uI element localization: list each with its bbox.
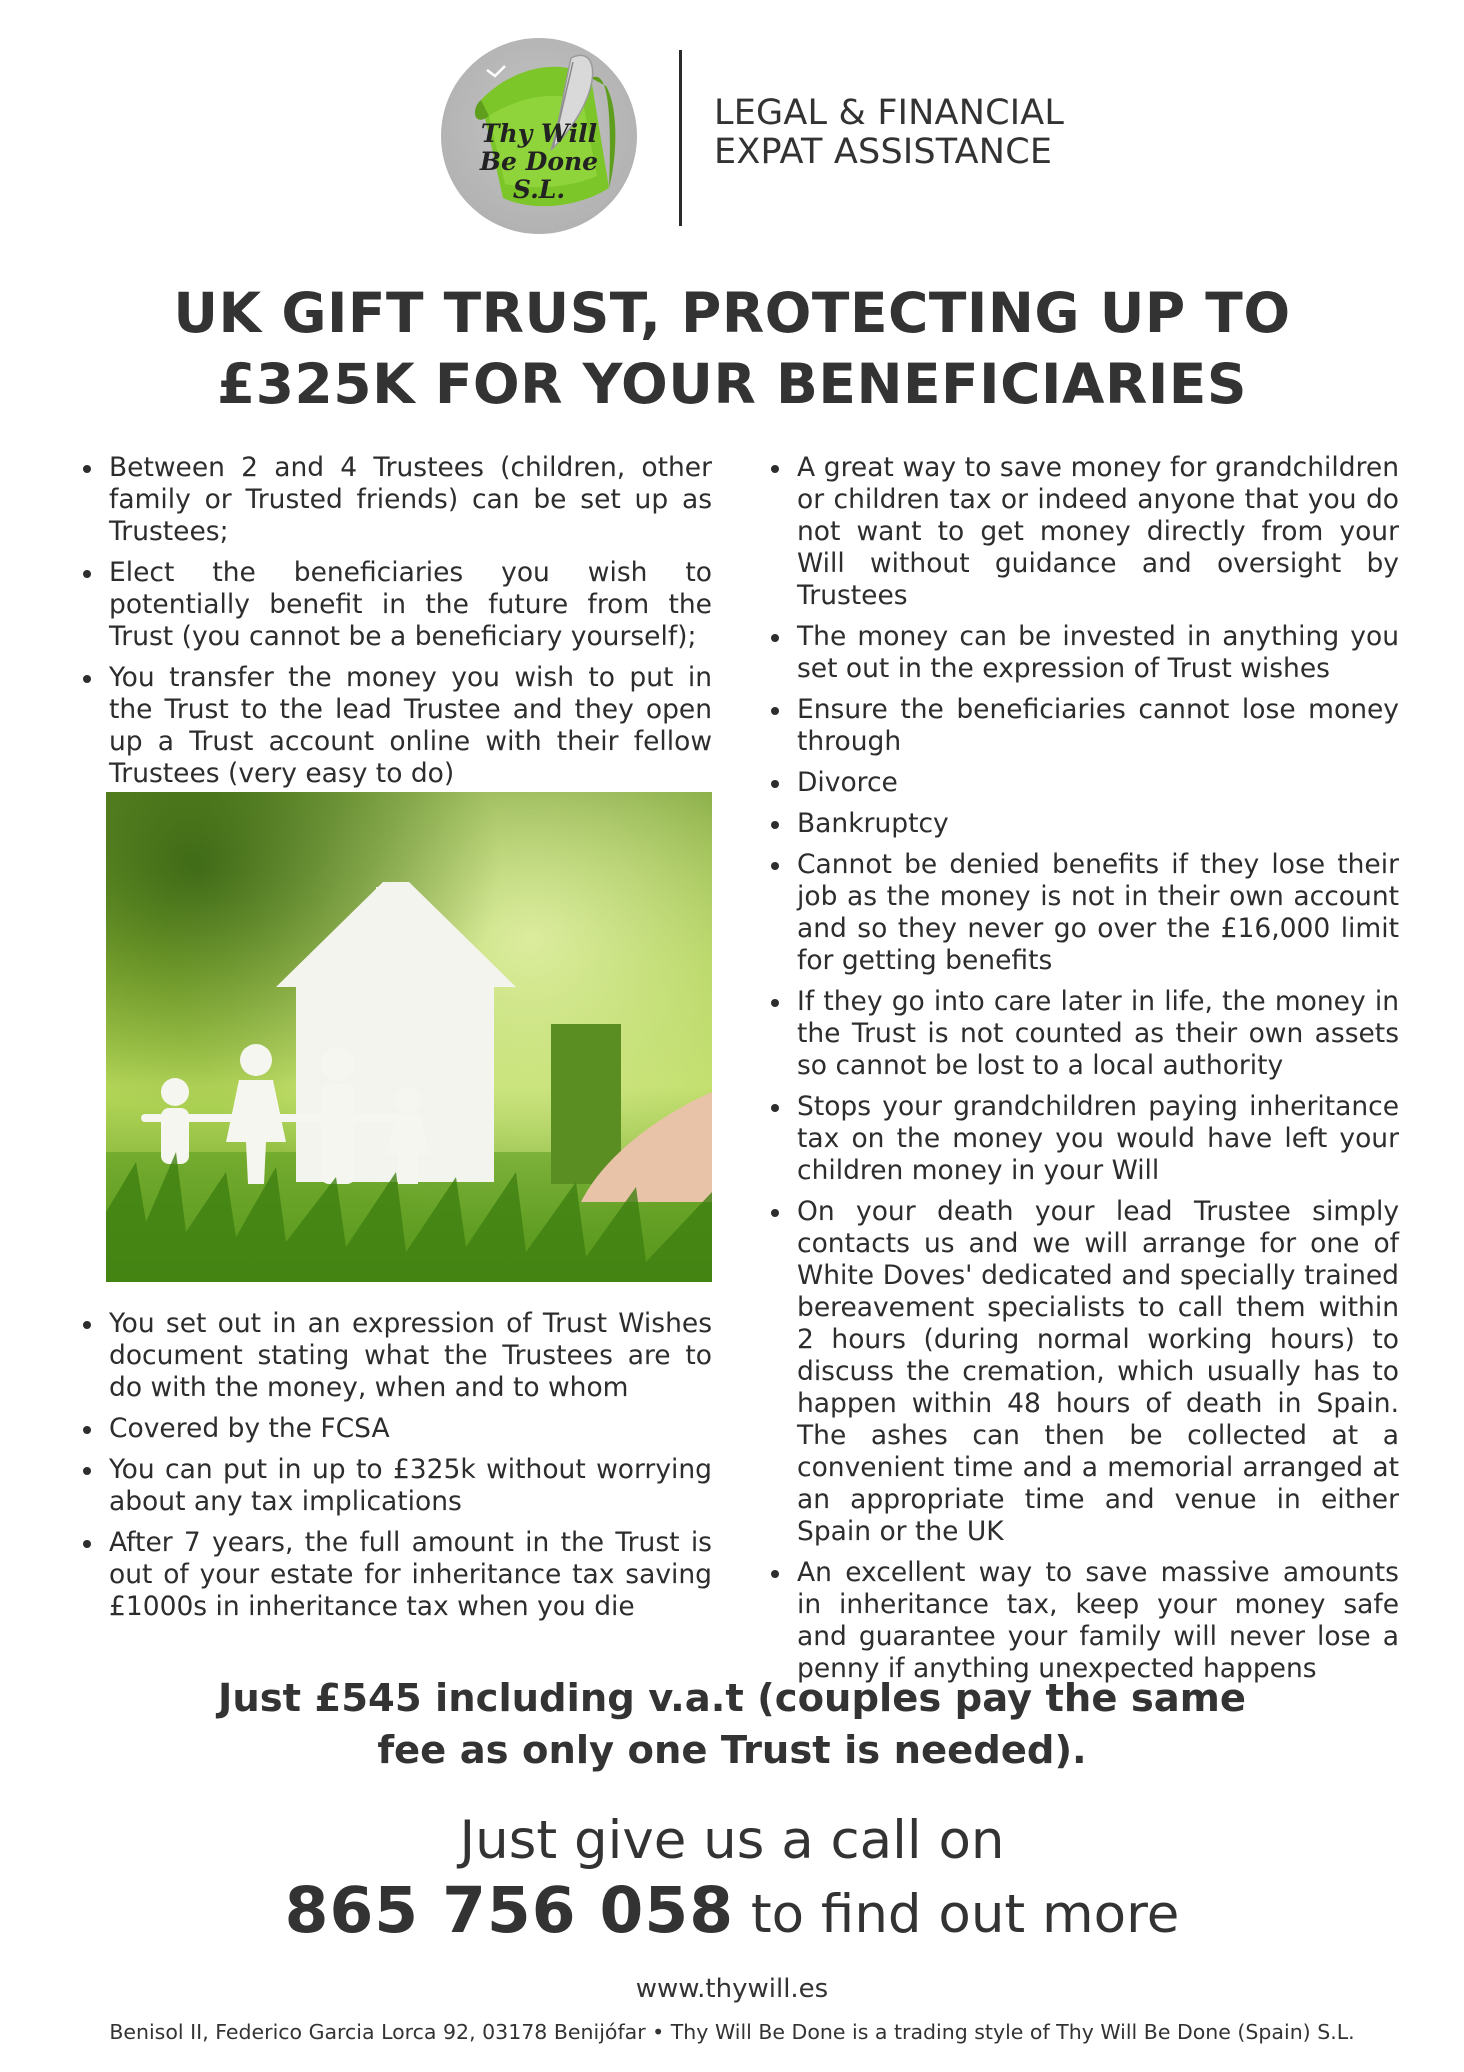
phone-number[interactable]: 865 756 058 [284, 1874, 735, 1947]
logo-text [441, 120, 637, 204]
tagline-line: EXPAT ASSISTANCE [714, 132, 1053, 172]
list-item: Elect the beneficiaries you wish to potentially benefit in the future from the Trust (you cannot be a beneficiary yourself); [80, 557, 712, 653]
call-suffix: to find out more [734, 1884, 1180, 1945]
left-bullet-list-top [80, 452, 712, 799]
price-line: Just £545 including v.a.t (couples pay the same [218, 1676, 1246, 1721]
logo-text-line: Be Done [479, 147, 599, 176]
price-line: fee as only one Trust is needed). [377, 1728, 1087, 1773]
list-item: If they go into care later in life, the money in the Trust is not counted as their own assets so cannot be lost to a local authority [768, 986, 1399, 1082]
list-item: On your death your lead Trustee simply contacts us and we will arrange for one of White Doves' dedicated and specially trained bereavement specialists to call them within 2 hours (during normal working hours) to discuss the cremation, which usually has to happen within 48 hours of death in Spain. The ashes can then be collected at a convenient time and a memorial arranged at an appropriate time and venue in either Spain or the UK [768, 1196, 1399, 1548]
page-title [0, 278, 1464, 420]
right-bullet-list [768, 452, 1399, 1694]
list-item: Bankruptcy [768, 808, 1399, 840]
list-item: Covered by the FCSA [80, 1413, 712, 1445]
header [0, 38, 1464, 233]
list-item: You can put in up to £325k without worrying about any tax implications [80, 1454, 712, 1518]
list-item: You transfer the money you wish to put in the Trust to the lead Trustee and they open up a Trust account online with their fellow Trustees (very easy to do) [80, 662, 712, 790]
house-family-photo [106, 792, 712, 1282]
list-item: An excellent way to save massive amounts in inheritance tax, keep your money safe and guarantee your family will never lose a penny if anything unexpected happens [768, 1557, 1399, 1685]
left-bullet-list-bottom [80, 1308, 712, 1632]
title-line: UK GIFT TRUST, PROTECTING UP TO [173, 281, 1291, 345]
call-to-action [0, 1806, 1464, 1950]
tagline [714, 94, 1064, 172]
list-item: The money can be invested in anything you set out in the expression of Trust wishes [768, 621, 1399, 685]
title-line: £325K FOR YOUR BENEFICIARIES [217, 352, 1247, 416]
call-line: Just give us a call on [459, 1810, 1005, 1871]
company-logo [441, 38, 637, 234]
list-item: You set out in an expression of Trust Wishes document stating what the Trustees are to do with the money, when and to whom [80, 1308, 712, 1404]
list-item: Stops your grandchildren paying inheritance tax on the money you would have left your children money in your Will [768, 1091, 1399, 1187]
call-line-phone [0, 1876, 1464, 1950]
logo-text-line: S.L. [512, 175, 566, 204]
logo-text-line: Thy Will [480, 119, 598, 148]
list-item: A great way to save money for grandchildren or children tax or indeed anyone that you do not want to get money directly from your Will without guidance and oversight by Trustees [768, 452, 1399, 612]
footer-address: Benisol II, Federico Garcia Lorca 92, 03178 Benijófar • Thy Will Be Done is a trading style of Thy Will Be Done (Spain) S.L. [109, 2020, 1355, 2044]
price-statement [0, 1673, 1464, 1777]
list-item: Divorce [768, 767, 1399, 799]
list-item: Cannot be denied benefits if they lose their job as the money is not in their own account and so they never go over the £16,000 limit for getting benefits [768, 849, 1399, 977]
list-item: Between 2 and 4 Trustees (children, other family or Trusted friends) can be set up as Trustees; [80, 452, 712, 548]
list-item: Ensure the beneficiaries cannot lose money through [768, 694, 1399, 758]
website-link[interactable]: www.thywill.es [635, 1974, 829, 2004]
header-divider [679, 50, 682, 226]
tagline-line: LEGAL & FINANCIAL [714, 93, 1065, 133]
list-item: After 7 years, the full amount in the Trust is out of your estate for inheritance tax saving £1000s in inheritance tax when you die [80, 1527, 712, 1623]
